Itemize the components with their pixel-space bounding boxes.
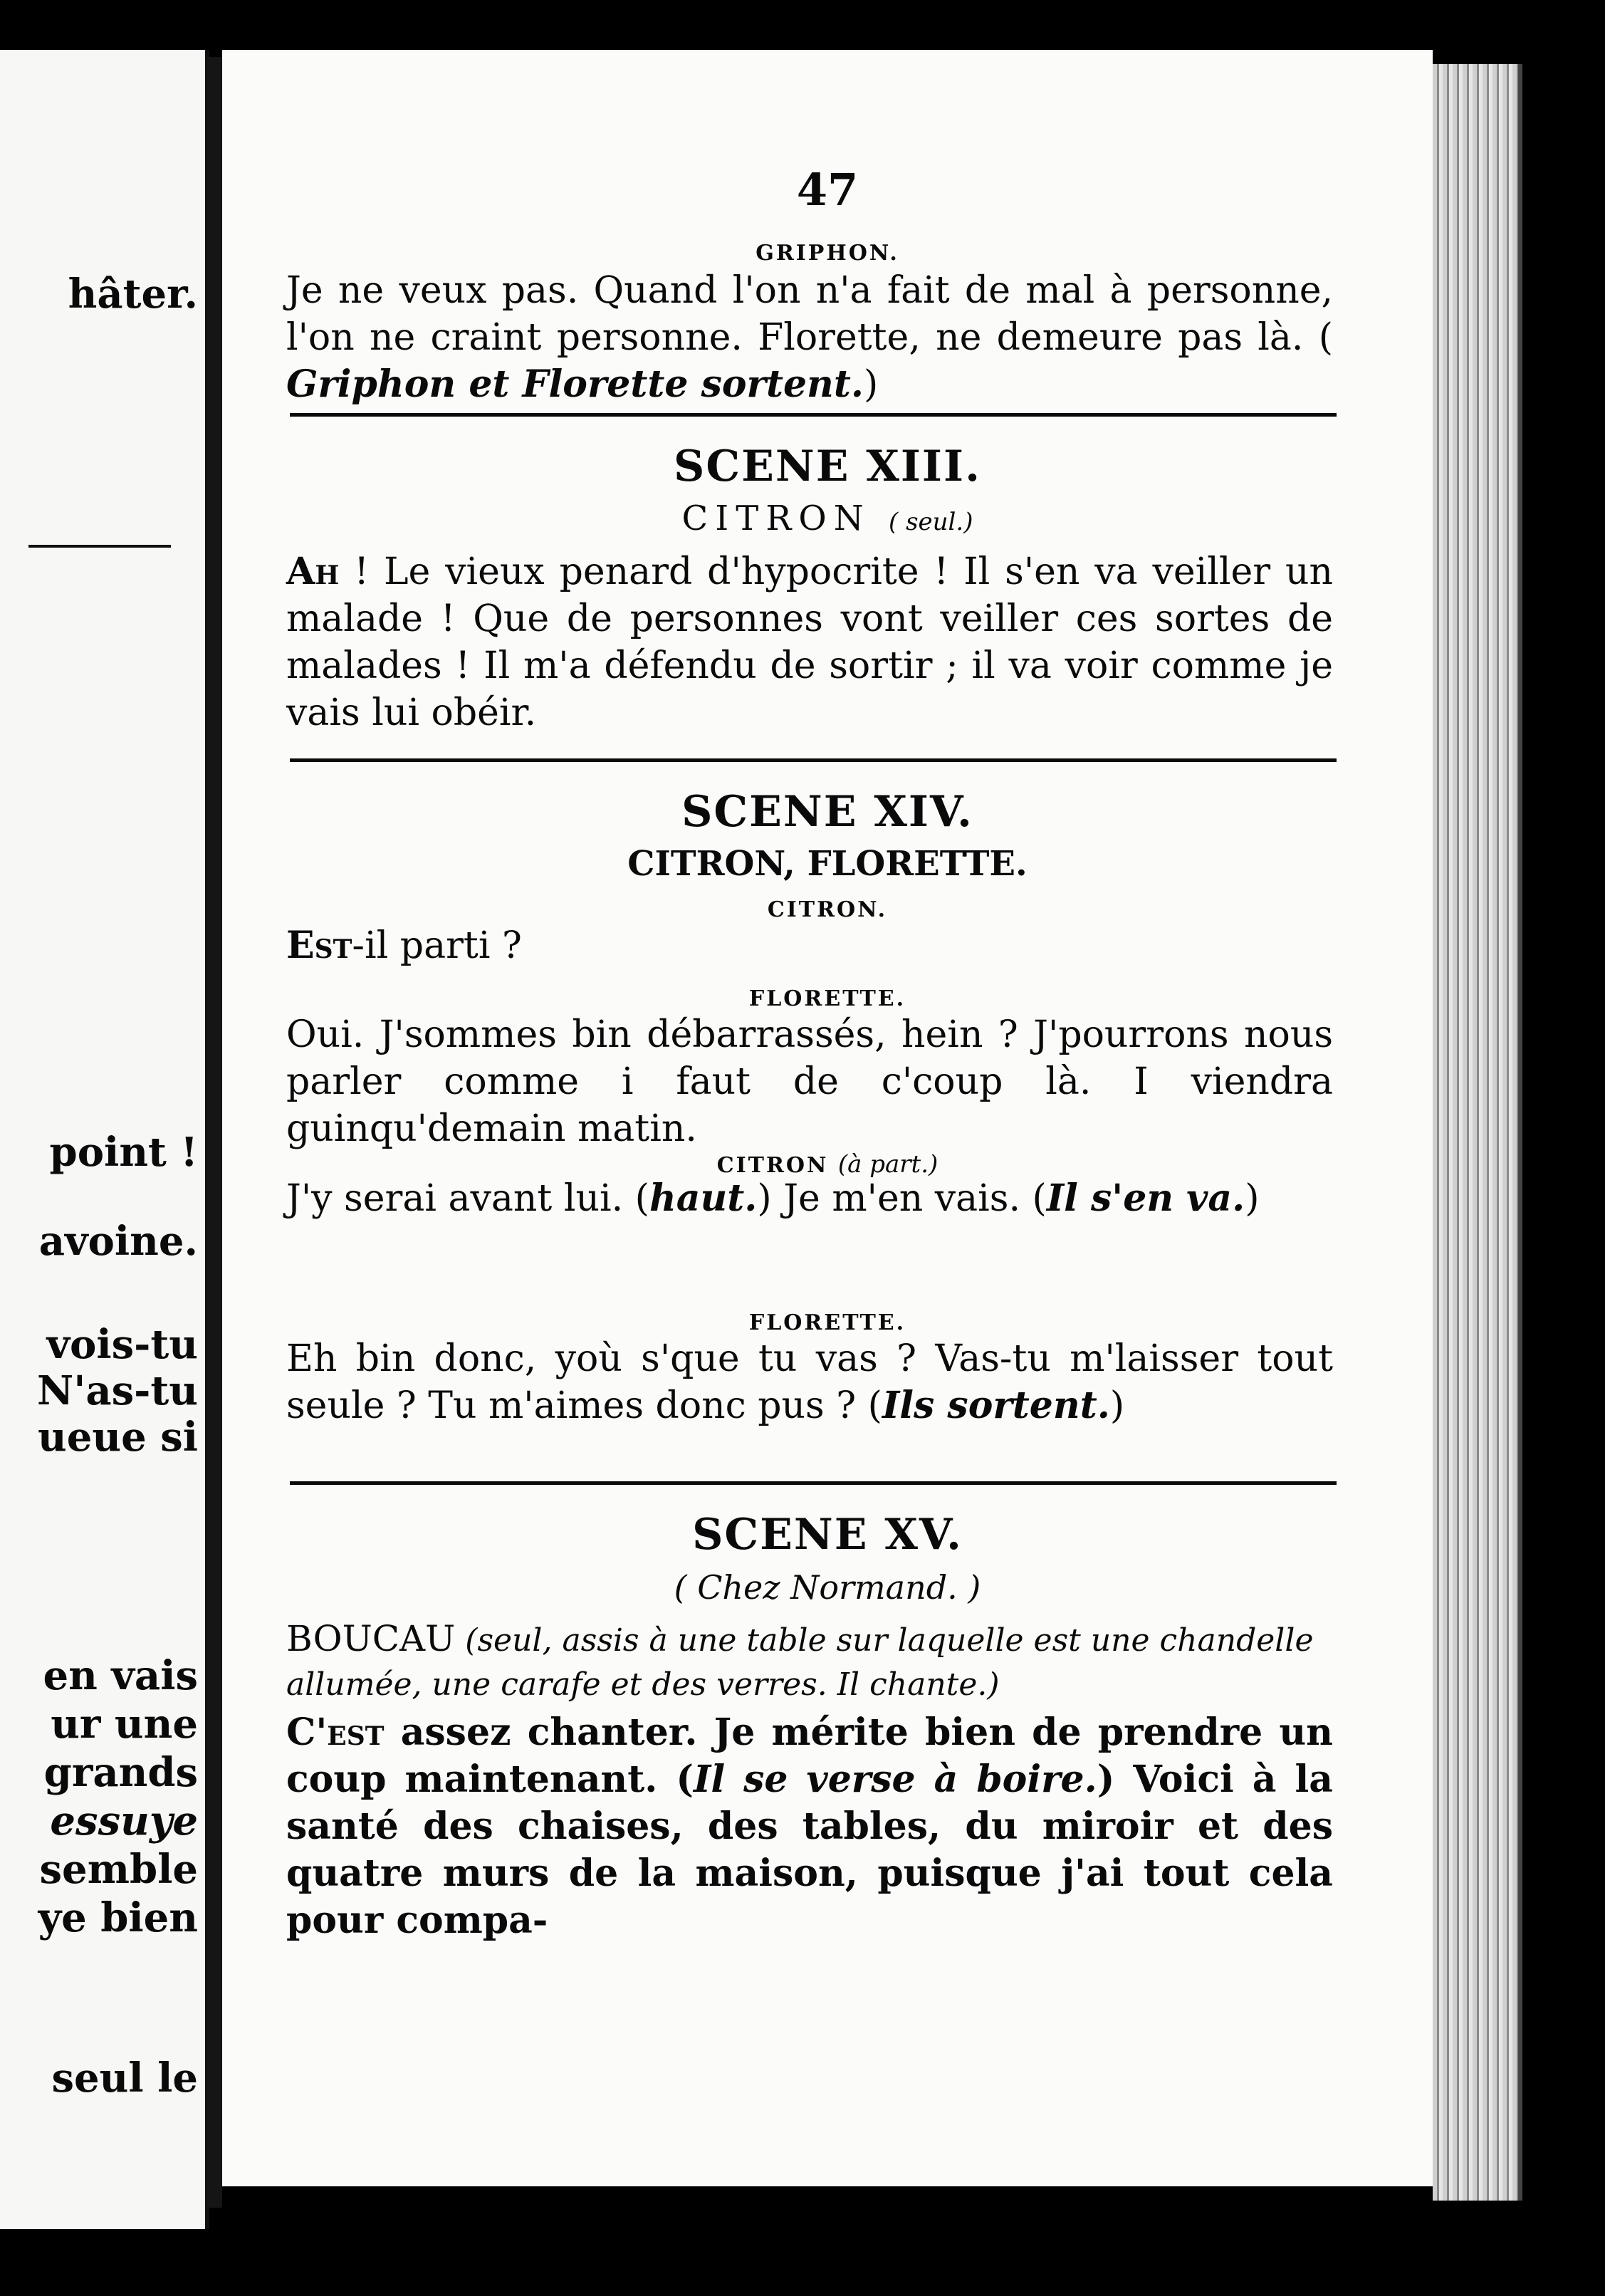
left-page-fragment: en vais — [43, 1652, 198, 1699]
citron-text: ! Le vieux penard d'hypocrite ! Il s'en va veiller un malade ! Que de personnes vont veiller ces sortes de malades ! Il m'a défendu de sortir ; il va voir comme je vais lui obéir. — [286, 550, 1334, 734]
speaker-citron-apart: CITRON (à part.) — [716, 1150, 939, 1179]
left-page-fragment: semble — [39, 1846, 198, 1893]
citron-monologue — [286, 548, 1333, 736]
page-number: 47 — [796, 164, 859, 216]
left-page-fragment: ur une — [51, 1701, 198, 1748]
citron-line-text: -il parti ? — [352, 924, 522, 967]
left-page-fragment: seul le — [51, 2055, 198, 2102]
scene-13-title: SCENE XIII. — [674, 442, 981, 491]
florette-line: Oui. J'sommes bin débarrassés, hein ? J'pourrons nous parler comme i faut de c'coup là. I viendra guinqu'demain matin. — [286, 1013, 1333, 1150]
left-page-fragment: grands — [43, 1749, 198, 1796]
speaker-florette-2: FLORETTE. — [748, 1310, 906, 1335]
citron-first-word: Ah — [286, 550, 340, 593]
speaker-citron-name: CITRON — [716, 1153, 829, 1178]
boucau-speech-stage: Il se verse à boire. — [694, 1758, 1097, 1801]
griphon-speech: Je ne veux pas. Quand l'on n'a fait de mal à personne, l'on ne craint personne. Florette, ne demeure pas là. ( Griphon et Florette sortent.) — [286, 269, 1333, 406]
citron-aside-mid: Je m'en vais. — [783, 1177, 1020, 1220]
speaker-citron: CITRON. — [767, 897, 888, 922]
scene-14-title: SCENE XIV. — [681, 787, 973, 837]
right-page — [222, 50, 1433, 2186]
griphon-text: Je ne veux pas. Quand l'on n'a fait de mal à personne, l'on ne craint personne. Florette, ne demeure pas là. — [286, 269, 1333, 359]
citron-line-first: Est — [286, 924, 352, 967]
florette-line-2: Eh bin donc, yoù s'que tu vas ? Vas-tu m'laisser tout seule ? Tu m'aimes donc pus ? (Ils sortent.) — [286, 1337, 1333, 1427]
scene-13-persons: CITRON ( seul.) — [681, 499, 973, 538]
divider-rule — [290, 1481, 1337, 1485]
citron-aside: J'y serai avant lui. (haut.) Je m'en vais. (Il s'en va.) — [286, 1176, 1260, 1220]
speaker-florette: FLORETTE. — [748, 986, 906, 1011]
scene-15-title: SCENE XV. — [692, 1510, 963, 1560]
left-page-fragment: ueue si — [38, 1414, 198, 1461]
boucau-stage: seul, assis à une table sur laquelle est une chandelle allumée, une carafe et des verres. Il chante. — [286, 1622, 1314, 1703]
page-edge-shadow — [1518, 64, 1522, 2201]
boucau-first-word: C'est — [286, 1711, 385, 1754]
boucau-text: assez chanter. Je mérite bien de prendre un coup maintenant. — [286, 1711, 1333, 1801]
citron-aside-stage2: Il s'en va. — [1046, 1176, 1245, 1220]
left-page-fragment: point ! — [49, 1129, 198, 1176]
boucau-name: BOUCAU — [286, 1618, 456, 1659]
left-page-fragment: essuye — [50, 1797, 198, 1844]
book-gutter — [206, 57, 222, 2208]
divider-rule — [290, 758, 1337, 762]
boucau-text-rest: Voici à la santé des chaises, des tables, du miroir et des quatre murs de la maison, puisque j'ai tout cela pour compa- — [286, 1758, 1333, 1942]
boucau-direction: BOUCAU (seul, assis à une table sur laquelle est une chandelle allumée, une carafe et des verres. Il chante.) — [286, 1618, 1314, 1703]
boucau-speech: C'est assez chanter. Je mérite bien de prendre un coup maintenant. (Il se verse à boire.) Voici à la santé des chaises, des tables, du miroir et des quatre murs de la maison, puisque j'ai tout cela pour compa- — [286, 1711, 1333, 1942]
citron-aside-stage1: haut. — [649, 1176, 758, 1220]
left-page-fragment: vois-tu — [46, 1321, 198, 1368]
griphon-stage: Griphon et Florette sortent. — [286, 362, 864, 406]
left-page-fragment: ye bien — [38, 1894, 198, 1941]
speaker-griphon: GRIPHON. — [756, 241, 899, 266]
left-page-fragment: N'as-tu — [37, 1367, 198, 1414]
divider-rule — [290, 413, 1337, 417]
left-page-fragment: avoine. — [38, 1218, 198, 1265]
left-page-fragment: hâter. — [68, 271, 198, 318]
apart-note: à part. — [847, 1150, 929, 1179]
scene-15-stage: ( Chez Normand. ) — [674, 1568, 981, 1607]
citron-line — [286, 922, 1333, 969]
scene-13-note: seul. — [906, 508, 964, 536]
left-page-rule — [28, 545, 171, 548]
scene-15-place: Chez Normand. — [697, 1568, 958, 1607]
page-edges — [1433, 64, 1518, 2201]
scene-14-persons: CITRON, FLORETTE. — [627, 844, 1028, 884]
scene-13-character: CITRON — [681, 499, 871, 538]
florette-line-2-stage: Ils sortent. — [882, 1384, 1110, 1427]
citron-aside-text: J'y serai avant lui. — [286, 1177, 624, 1220]
florette-line-2-text: Eh bin donc, yoù s'que tu vas ? Vas-tu m'laisser tout seule ? Tu m'aimes donc pus ? — [286, 1337, 1333, 1427]
left-page — [0, 50, 209, 2229]
